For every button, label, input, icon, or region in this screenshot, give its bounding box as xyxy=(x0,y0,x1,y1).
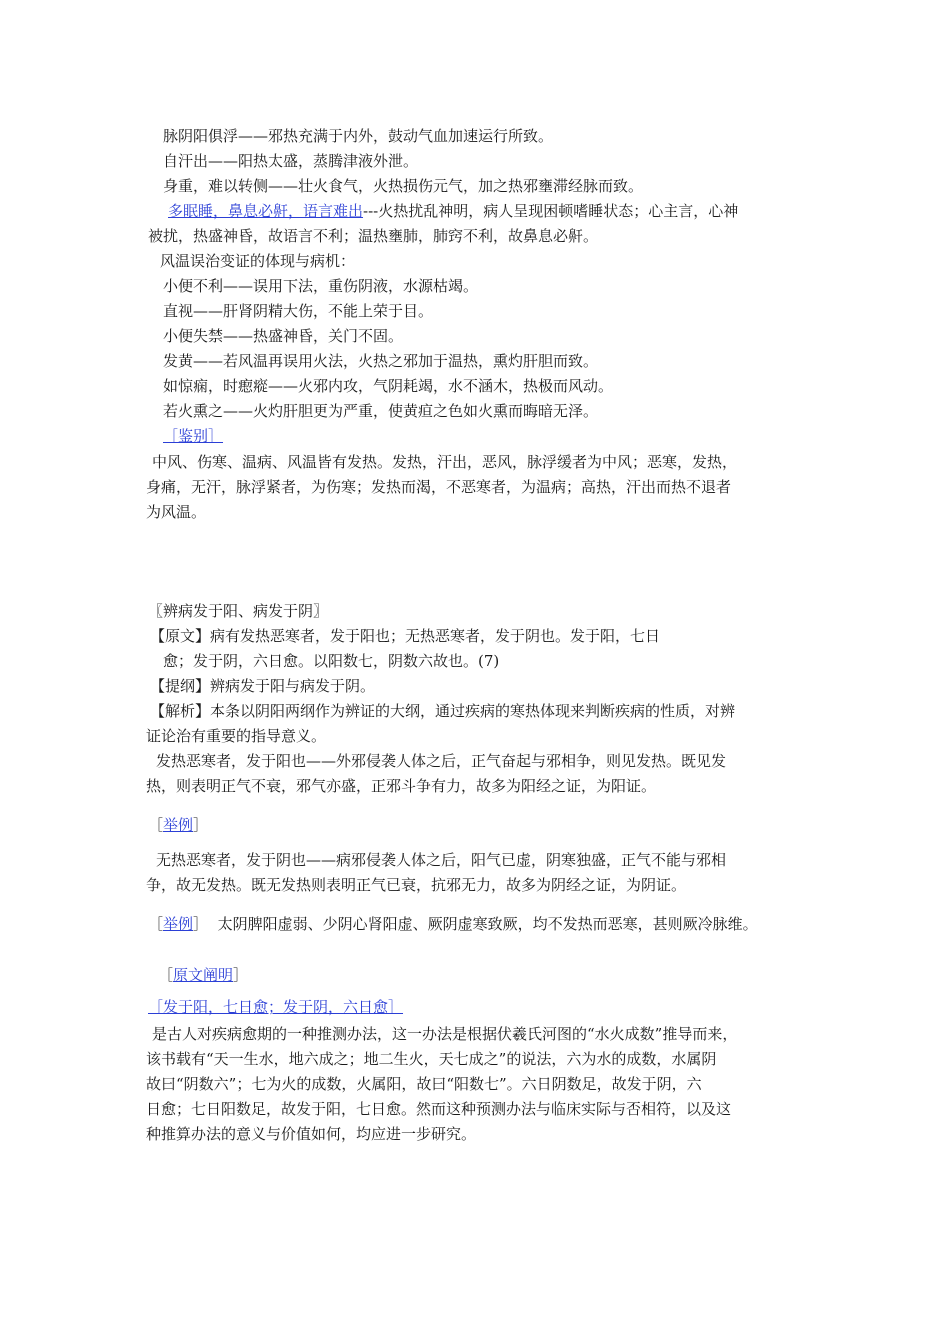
text-line: 身重，难以转侧——壮火食气，火热损伤元气，加之热邪壅滞经脉而致。 xyxy=(163,177,644,195)
text-line: 热，则表明正气不衰，邪气亦盛，正邪斗争有力，故多为阳经之证，为阳证。 xyxy=(146,777,657,795)
text-line: 【解析】本条以阴阳两纲作为辨证的大纲，通过疾病的寒热体现来判断疾病的性质，对辨 xyxy=(150,702,736,720)
text-line: 身痛，无汗，脉浮紧者，为伤寒；发热而渴，不恶寒者，为温病；高热，汗出而热不退者 xyxy=(146,478,732,496)
bracket: ［ xyxy=(148,915,164,933)
text-line: 【原文】病有发热恶寒者，发于阳也；无热恶寒者，发于阴也。发于阳，七日 xyxy=(150,627,661,645)
section-title: 〖辨病发于阳、病发于阴〗 xyxy=(148,602,329,620)
text-line: 直视——肝肾阴精大伤，不能上荣于目。 xyxy=(163,302,434,320)
text-line xyxy=(168,201,738,221)
text-line xyxy=(163,426,223,446)
text-line: 故曰“阴数六”；七为火的成数，火属阳，故曰“阳数七”。六日阴数足，故发于阴，六 xyxy=(146,1075,702,1093)
bracket: ［ xyxy=(148,816,164,834)
example-link[interactable]: 举例 xyxy=(163,915,194,933)
jianbie-link[interactable]: ［鉴别］ xyxy=(163,427,224,445)
text-line: 如惊痫，时瘛瘲——火邪内攻，气阴耗竭，水不涵木，热极而风动。 xyxy=(163,377,614,395)
text-line: 中风、伤寒、温病、风温皆有发热。发热，汗出，恶风，脉浮缓者为中风；恶寒，发热， xyxy=(152,453,738,471)
text-line: 争，故无发热。既无发热则表明正气已衰，抗邪无力，故多为阴经之证，为阴证。 xyxy=(146,876,687,894)
example-link[interactable]: 举例 xyxy=(163,816,194,834)
example-line xyxy=(148,815,208,835)
text-span: ---火热扰乱神明，病人呈现困顿嗜睡状态；心主言，心神 xyxy=(363,202,739,220)
text-line: 脉阴阳俱浮——邪热充满于内外，鼓动气血加速运行所致。 xyxy=(163,127,554,145)
quote-link[interactable]: ［发于阳，七日愈；发于阴，六日愈］ xyxy=(148,998,404,1016)
text-line: 小便失禁——热盛神昏，关门不固。 xyxy=(163,327,404,345)
text-line: 自汗出——阳热太盛，蒸腾津液外泄。 xyxy=(163,152,419,170)
text-line: 为风温。 xyxy=(146,503,207,521)
text-line: 无热恶寒者，发于阴也——病邪侵袭人体之后，阳气已虚，阴寒独盛，正气不能与邪相 xyxy=(156,851,727,869)
heading-line xyxy=(158,965,248,985)
text-line: 证论治有重要的指导意义。 xyxy=(146,727,327,745)
text-line: 日愈；七日阳数足，故发于阳，七日愈。然而这种预测办法与临床实际与否相符，以及这 xyxy=(146,1100,732,1118)
yuanwen-chanming-link[interactable]: 原文阐明 xyxy=(173,966,234,984)
text-line: 发热恶寒者，发于阳也——外邪侵袭人体之后，正气奋起与邪相争，则见发热。既见发 xyxy=(156,752,727,770)
text-line: 风温误治变证的体现与病机： xyxy=(160,252,356,270)
text-line: 发黄——若风温再误用火法，火热之邪加于温热，熏灼肝胆而致。 xyxy=(163,352,599,370)
bracket: ］ xyxy=(193,915,209,933)
bracket: ］ xyxy=(193,816,209,834)
symptom-link[interactable]: 多眠睡，鼻息必鼾，语言难出 xyxy=(168,202,364,220)
text-line: 【提纲】辨病发于阳与病发于阴。 xyxy=(150,677,376,695)
bracket: ］ xyxy=(233,966,249,984)
heading-line xyxy=(148,997,403,1017)
text-line: 小便不利——误用下法，重伤阴液，水源枯竭。 xyxy=(163,277,479,295)
text-line: 若火熏之——火灼肝胆更为严重，使黄疸之色如火熏而晦暗无泽。 xyxy=(163,402,599,420)
text-span: 太阴脾阳虚弱、少阴心肾阳虚、厥阴虚寒致厥，均不发热而恶寒，甚则厥冷脉维。 xyxy=(217,915,758,933)
bracket: ［ xyxy=(158,966,174,984)
text-line: 被扰，热盛神昏，故语言不利；温热壅肺，肺窍不利，故鼻息必鼾。 xyxy=(148,227,599,245)
text-line: 愈；发于阴，六日愈。以阳数七，阴数六故也。(7) xyxy=(163,652,500,670)
text-line: 种推算办法的意义与价值如何，均应进一步研究。 xyxy=(146,1125,477,1143)
text-line: 该书载有“天一生水，地六成之；地二生火，天七成之”的说法，六为水的成数，水属阴 xyxy=(146,1050,717,1068)
example-line xyxy=(148,914,758,934)
text-line: 是古人对疾病愈期的一种推测办法，这一办法是根据伏羲氏河图的“水火成数”推导而来， xyxy=(152,1025,738,1043)
